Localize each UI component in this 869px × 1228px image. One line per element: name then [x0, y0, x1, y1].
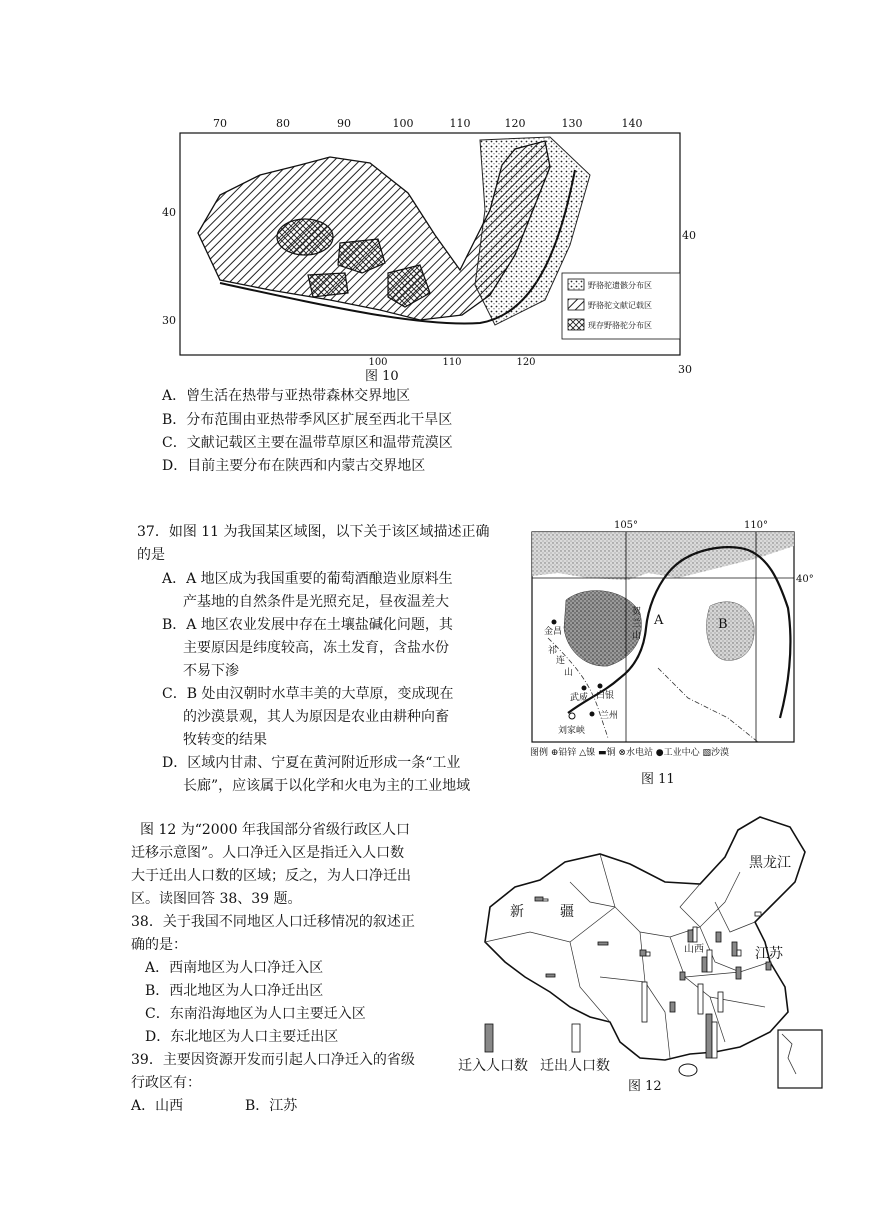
top-tick-labels [213, 117, 643, 130]
option-b: B．西北地区为人口净迁出区 [145, 983, 324, 999]
tick-label: 100 [392, 117, 414, 130]
place-label: 连 [556, 656, 566, 666]
tick-label: 40 [162, 206, 176, 219]
place-label: B [718, 617, 728, 632]
option-a: A．曾生活在热带与亚热带森林交界地区 [162, 388, 411, 404]
tick-label: 140 [621, 117, 643, 130]
latitude-label: 40° [796, 574, 814, 585]
tick-label: 100 [368, 357, 388, 368]
option-b-cont: 主要原因是纬度较高，冻土发育，含盐水份 [183, 640, 449, 656]
province-label-xinjiang: 新 [510, 904, 524, 920]
option-b-cont: 不易下渗 [183, 663, 239, 679]
option-c: C．B 处由汉朝时水草丰美的大草原，变成现在 [162, 686, 454, 702]
tick-label: 40 [682, 229, 696, 242]
figure-11-map [528, 518, 818, 763]
place-label: 白银 [596, 691, 615, 701]
place-label: 金昌 [544, 627, 563, 637]
question-37-stem: 37．如图 11 为我国某区域图，以下关于该区域描述正确 [137, 524, 490, 540]
option-a: A．A 地区成为我国重要的葡萄酒酿造业原料生 [162, 571, 453, 587]
longitude-label: 105° [613, 520, 639, 531]
province-label-xinjiang: 疆 [560, 904, 574, 920]
option-d: D．目前主要分布在陕西和内蒙古交界地区 [162, 458, 426, 474]
option-c: C．东南沿海地区为人口主要迁入区 [145, 1006, 366, 1022]
intro-12: 图 12 为“2000 年我国部分省级行政区人口 [140, 822, 410, 838]
question-39-stem: 行政区有： [131, 1075, 201, 1091]
option-b: B．江苏 [245, 1098, 298, 1114]
place-label: 祁 [548, 646, 558, 656]
option-d: D．区域内甘肃、宁夏在黄河附近形成一条“工业 [162, 755, 461, 771]
figure-10-legend [562, 273, 680, 339]
tick-label: 90 [337, 117, 351, 130]
place-label: 兰州 [600, 711, 619, 721]
tick-label: 30 [162, 314, 176, 327]
intro-12: 区。读图回答 38、39 题。 [131, 891, 302, 907]
figure-10-map [150, 115, 710, 375]
tick-label: 120 [504, 117, 526, 130]
place-label: 兰 [632, 619, 642, 629]
option-c-cont: 牧转变的结果 [183, 732, 267, 748]
left-tick-labels [162, 206, 176, 327]
option-a: A．西南地区为人口净迁入区 [145, 960, 324, 976]
place-label: 刘家峡 [558, 726, 586, 736]
option-c: C．文献记载区主要在温带草原区和温带荒漠区 [162, 435, 453, 451]
tick-label: 130 [561, 117, 583, 130]
figure-12-map [458, 812, 832, 1094]
province-label-shanxi: 山西 [684, 944, 704, 955]
intro-12: 大于迁出人口数的区域；反之，为人口净迁出 [131, 868, 411, 884]
tick-label: 70 [213, 117, 227, 130]
place-label: 武威 [570, 693, 589, 703]
question-38-stem: 确的是： [131, 937, 187, 953]
option-b: B．分布范围由亚热带季风区扩展至西北干旱区 [162, 412, 453, 428]
option-b: B．A 地区农业发展中存在土壤盐碱化问题，其 [162, 617, 453, 633]
place-label: 贺 [632, 607, 642, 617]
figure-12-caption: 图 12 [628, 1079, 662, 1094]
option-d: D．东北地区为人口主要迁出区 [145, 1029, 339, 1045]
legend-label: 现存野骆驼分布区 [588, 321, 652, 330]
question-39-stem: 39．主要因资源开发而引起人口净迁入的省级 [131, 1052, 415, 1068]
province-label-heilongjiang: 黑龙江 [749, 855, 791, 871]
question-38-stem: 38．关于我国不同地区人口迁移情况的叙述正 [131, 914, 415, 930]
legend-label-out: 迁出人口数 [540, 1058, 610, 1074]
legend-label-in: 迁入人口数 [458, 1058, 528, 1074]
tick-label: 110 [449, 117, 471, 130]
place-label: 山 [632, 631, 642, 641]
figure-11 [528, 518, 818, 763]
intro-12: 迁移示意图”。人口净迁入区是指迁入人口数 [131, 845, 405, 861]
option-a-cont: 产基地的自然条件是光照充足，昼夜温差大 [183, 594, 449, 610]
figure-10-caption: 图 10 [365, 369, 399, 384]
figure-10 [150, 115, 710, 375]
figure-11-caption: 图 11 [641, 772, 675, 787]
tick-label: 30 [678, 363, 692, 376]
option-c-cont: 的沙漠景观，其人为原因是农业由耕种向畜 [183, 709, 449, 725]
place-label: 山 [564, 668, 574, 678]
option-a: A．山西 [131, 1098, 184, 1114]
figure-12 [458, 812, 832, 1094]
tick-label: 80 [276, 117, 290, 130]
legend-label: 野骆驼遗骸分布区 [588, 281, 652, 290]
legend-label: 野骆驼文献记载区 [588, 301, 652, 310]
place-label: A [654, 613, 664, 628]
option-d-cont: 长廊”，应该属于以化学和火电为主的工业地域 [183, 778, 471, 794]
longitude-label: 110° [743, 520, 769, 531]
tick-label: 110 [442, 357, 462, 368]
tick-label: 120 [516, 357, 536, 368]
question-37-stem: 的是 [137, 547, 165, 563]
province-label-jiangsu: 江苏 [755, 946, 783, 962]
figure-11-legend: 图例 ⊕铅锌 △镍 ▬铜 ⊗水电站 ●工业中心 ▧沙漠 [530, 748, 730, 758]
figure-12-legend [458, 1024, 610, 1074]
right-tick-labels [678, 229, 696, 376]
